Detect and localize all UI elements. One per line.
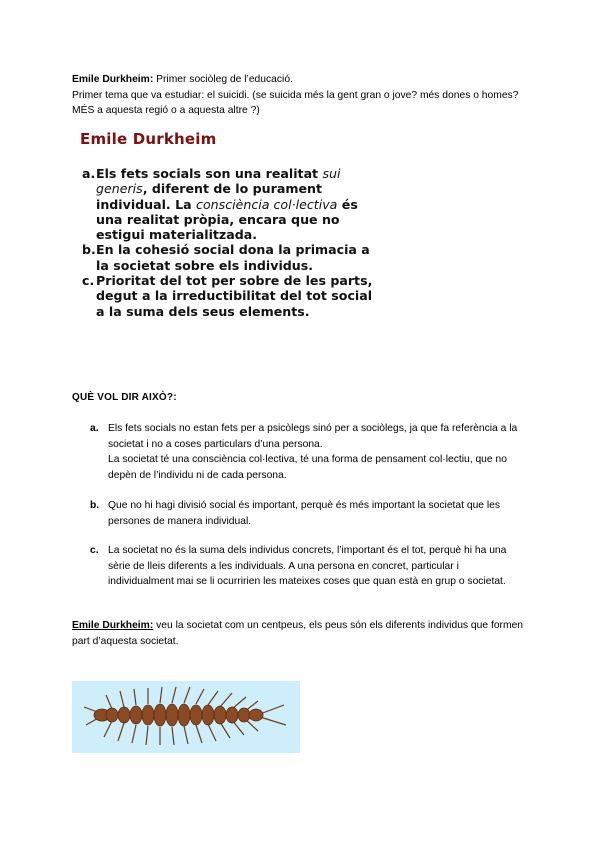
intro-paragraph (72, 72, 532, 119)
slide-item-text: Prioritat del tot per sobre de les parts, degut a la irreductibilitat del tot social a la suma dels seus elements. (96, 273, 373, 319)
closing-text: veu la societat com un centpeus, els peus són els diferents individus que formen part d’aquesta societat. (72, 620, 524, 647)
explanation-marker: a. (90, 423, 99, 434)
slide-item-text: En la cohesió social dona la primacia a la societat sobre els individus. (96, 242, 370, 273)
intro-line-1-text: Primer sociòleg de l’educació. (153, 74, 293, 85)
explanation-text (108, 421, 520, 483)
durkheim-slide (78, 130, 378, 319)
slide-item-marker: c. (82, 273, 95, 289)
que-vol-dir-heading: QUÈ VOL DIR AIXÒ?: (72, 392, 177, 403)
explanation-text-2: La societat té una consciència col·lectiva, té una forma de pensament col·lectiu, que no depèn de l’individu ni de cada persona. (108, 454, 507, 481)
closing-paragraph (72, 618, 532, 649)
intro-name: Emile Durkheim: (72, 74, 154, 85)
closing-name: Emile Durkheim: (72, 620, 154, 631)
slide-item-marker: a. (82, 166, 96, 181)
centipede-illustration (72, 681, 300, 753)
slide-item-a (78, 166, 378, 242)
explanation-text: La societat no és la suma dels individus concrets, l’important és el tot, perquè hi ha una sèrie de lleis diferents a les individuals. A una persona en concret, particular i individualment mai se li ocurririen les mateixes coses que quan està en grup o societat. (108, 545, 507, 587)
explanation-text-1: Els fets socials no estan fets per a psicòlegs sinó per a sociòlegs, ja que fa referència a la societat i no a coses particulars d’una persona. (108, 423, 518, 450)
slide-item-emphasis: sui generis (96, 166, 341, 197)
centipede-body (94, 704, 263, 726)
intro-line-2: Primer tema que va estudiar: el suicidi. (se suicida més la gent gran o jove? més dones o homes? MÉS a aquesta regió o a aquesta altre ?) (72, 89, 519, 116)
slide-item-text: Els fets socials son una realitat (96, 166, 323, 181)
slide-item-text: , diferent de lo purament individual. La (96, 181, 322, 212)
slide-title: Emile Durkheim (80, 130, 217, 148)
slide-item-b (78, 242, 378, 273)
slide-item-text: és una realitat pròpia, encara que no estigui materialitzada. (96, 196, 358, 243)
explanation-text: Que no hi hagi divisió social és important, perquè és més important la societat que les persones de manera individual. (108, 500, 501, 527)
explanation-marker: b. (90, 500, 100, 511)
centipede-image (72, 681, 300, 753)
explanation-marker: c. (90, 545, 99, 556)
slide-item-marker: b. (82, 242, 96, 258)
intro-line-1 (72, 72, 532, 88)
slide-item-c (78, 273, 378, 319)
slide-item-emphasis: consciència col·lectiva (196, 196, 338, 212)
